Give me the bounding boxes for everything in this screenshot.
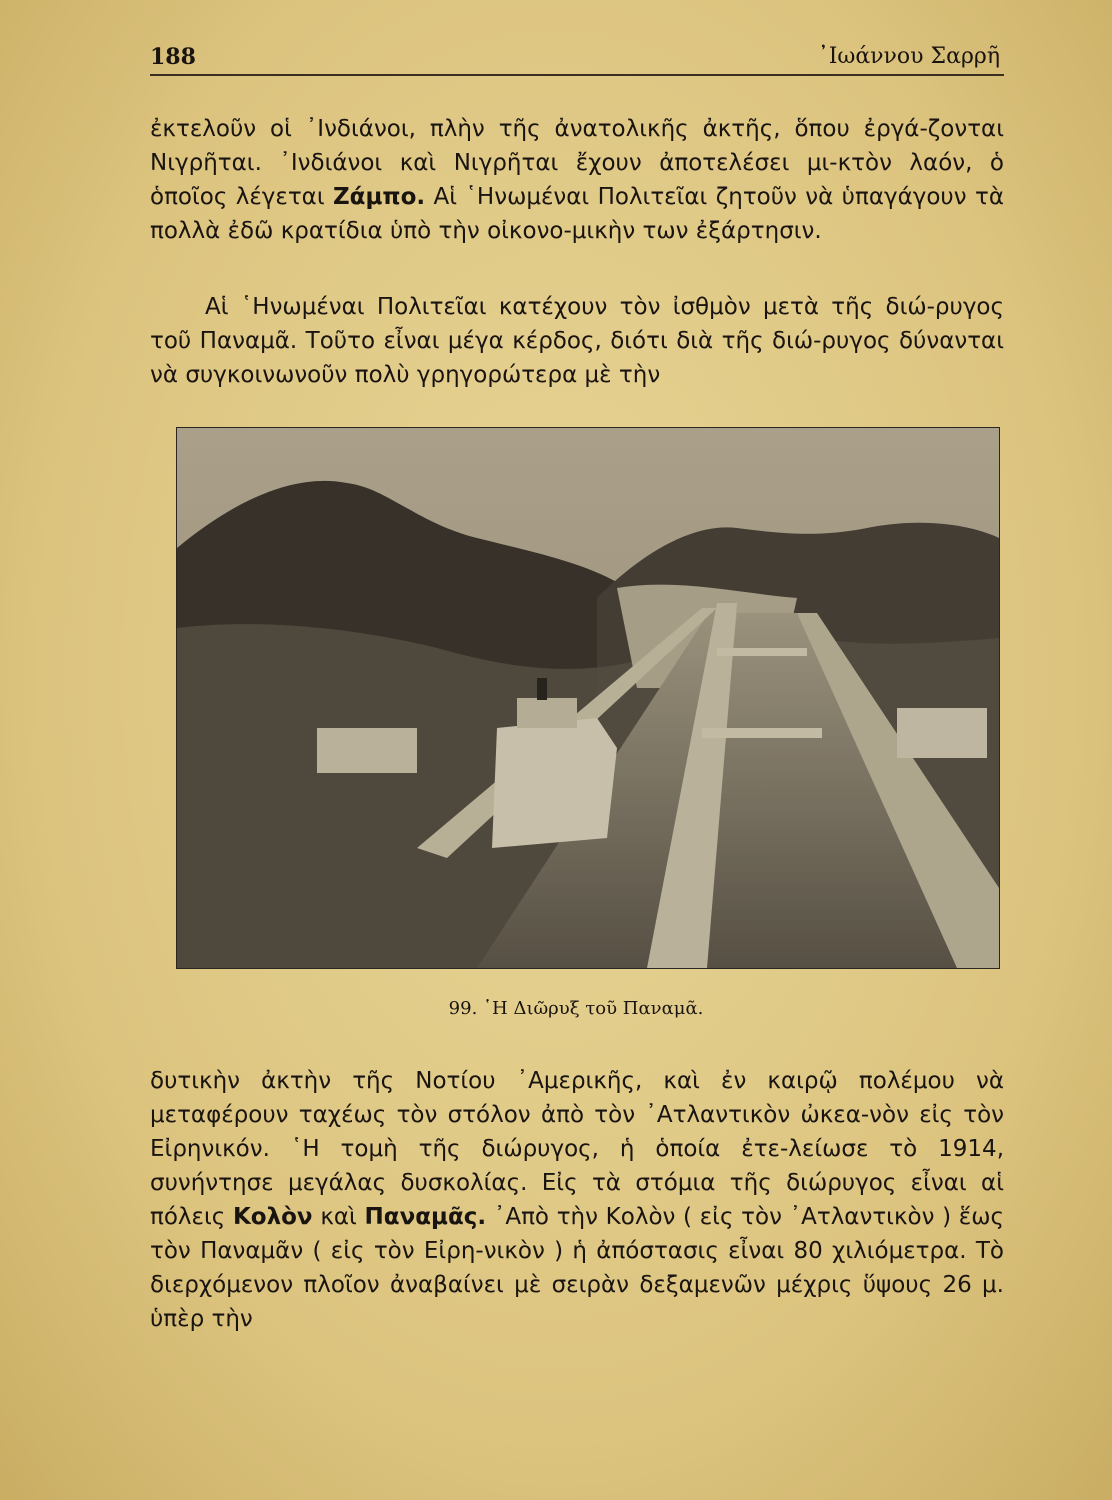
figure-caption: 99. ῾Η Διῶρυξ τοῦ Παναμᾶ. xyxy=(448,998,704,1019)
running-head: ᾿Ιωάννου Σαρρῆ xyxy=(817,44,1000,69)
city-colon: Κολὸν xyxy=(232,1204,313,1230)
paragraph-1-text-c: Αἱ ῾Ηνωμέναι Πολιτεῖαι ζητοῦν νὰ ὑπαγάγουν τὰ πολλὰ ἐδῶ κρατίδια ὑπὸ τὴν οἰκονο-μικὴν των ἐξάρτησιν. xyxy=(150,184,1004,244)
photo-illustration xyxy=(177,428,999,968)
page-number: 188 xyxy=(150,44,196,70)
panama-canal-photo xyxy=(176,427,1000,969)
paragraph-3-text-c: καὶ xyxy=(320,1204,357,1230)
photo-tone xyxy=(177,428,999,968)
paragraph-3-text-e: ᾿Απὸ τὴν Κολὸν ( εἰς τὸν ᾿Ατλαντικὸν ) ἕως τὸν Παναμᾶν ( εἰς τὸν Εἰρη-νικὸν ) ἡ ἀπόστασις εἶναι 80 χιλιόμετρα. Τὸ διερχόμενον πλοῖον ἀναβαίνει μὲ σειρὰν δεξαμενῶν μέχρις ὕψους 26 μ. ὑπὲρ τὴν xyxy=(150,1204,1004,1332)
paragraph-1 xyxy=(150,112,1004,248)
paragraph-2: Αἱ ῾Ηνωμέναι Πολιτεῖαι κατέχουν τὸν ἰσθμὸν μετὰ τῆς διώ-ρυγος τοῦ Παναμᾶ. Τοῦτο εἶναι μέγα κέρδος, διότι διὰ τῆς διώ-ρυγος δύνανται νὰ συγκοινωνοῦν πολὺ γρηγορώτερα μὲ τὴν xyxy=(150,294,1004,388)
header-rule xyxy=(150,74,1004,76)
paragraph-1-text-a: ἐκτελοῦν οἱ ᾿Ινδιάνοι, πλὴν τῆς ἀνατολικῆς ἀκτῆς, ὅπου ἐργά-ζονται Νιγρῆται. ᾿Ινδιάνοι καὶ Νιγρῆται ἔχουν ἀποτελέσει μι-κτὸν λαόν, ὁ ὁποῖος λέγεται xyxy=(150,116,1004,210)
page-header xyxy=(150,40,1000,74)
city-panama: Παναμᾶς. xyxy=(364,1204,487,1230)
term-zambo: Ζάμπο. xyxy=(333,184,426,210)
paragraph-3 xyxy=(150,1064,1004,1336)
paragraph-3-text-a: δυτικὴν ἀκτὴν τῆς Νοτίου ᾿Αμερικῆς, καὶ ἐν καιρῷ πολέμου νὰ μεταφέρουν ταχέως τὸν στόλον ἀπὸ τὸν ᾿Ατλαντικὸν ὠκεα-νὸν εἰς τὸν Εἰρηνικόν. ῾Η τομὴ τῆς διώρυγος, ἡ ὁποία ἐτε-λείωσε τὸ 1914, συνήντησε μεγάλας δυσκολίας. Εἰς τὰ στόμια τῆς διώρυγος εἶναι αἱ πόλεις xyxy=(150,1068,1004,1230)
